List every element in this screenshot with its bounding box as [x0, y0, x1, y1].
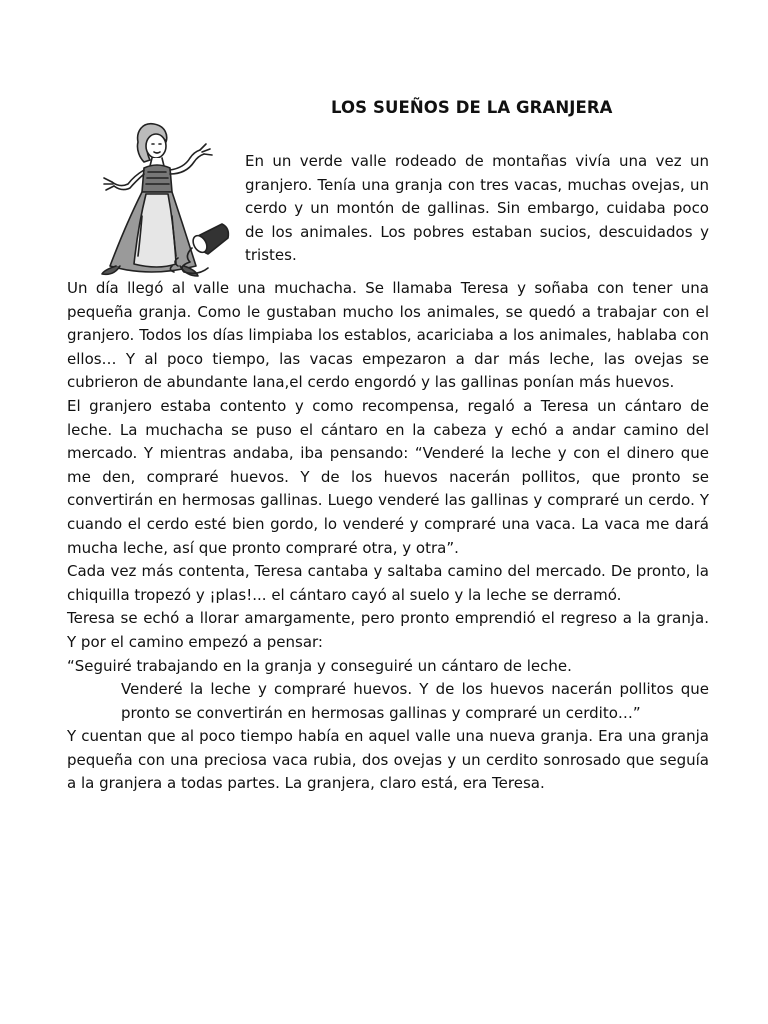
paragraph-4: Teresa se echó a llorar amargamente, pero pronto emprendió el regreso a la granja. Y por el camino empezó a pensar:	[67, 609, 709, 651]
paragraph-7: Y cuentan que al poco tiempo había en aquel valle una nueva granja. Era una granja pequeña con una preciosa vaca rubia, dos ovejas y un cerdito sonrosado que seguía a la granjera a todas partes. La granjera, claro está, era Teresa.	[67, 727, 709, 793]
milkmaid-illustration	[80, 116, 240, 286]
intro-text: En un verde valle rodeado de montañas vivía una vez un granjero. Tenía una granja con tres vacas, muchas ovejas, un cerdo y un montón de gallinas. Sin embargo, cuidaba poco de los animales. Los pobres estaban sucios, descuidados y tristes.	[245, 152, 709, 265]
paragraph-5: “Seguiré trabajando en la granja y conseguiré un cántaro de leche.	[67, 656, 572, 675]
paragraph-6: Venderé la leche y compraré huevos. Y de los huevos nacerán pollitos que pronto se convertirán en hermosas gallinas y compraré un cerdito…”	[121, 680, 709, 722]
story-title: LOS SUEÑOS DE LA GRANJERA	[331, 98, 613, 117]
story-body	[67, 277, 709, 796]
paragraph-3: Cada vez más contenta, Teresa cantaba y saltaba camino del mercado. De pronto, la chiquilla tropezó y ¡plas!... el cántaro cayó al suelo y la leche se derramó.	[67, 562, 709, 604]
paragraph-1: Un día llegó al valle una muchacha. Se llamaba Teresa y soñaba con tener una pequeña granja. Como le gustaban mucho los animales, se quedó a trabajar con el granjero. Todos los días limpiaba los establos, acariciaba a los animales, hablaba con ellos… Y al poco tiempo, las vacas empezaron a dar más leche, las ovejas se cubrieron de abundante lana,el cerdo engordó y las gallinas ponían más huevos.	[67, 279, 709, 392]
paragraph-2: El granjero estaba contento y como recompensa, regaló a Teresa un cántaro de leche. La muchacha se puso el cántaro en la cabeza y echó a andar camino del mercado. Y mientras andaba, iba pensando: “Venderé la leche y con el dinero que me den, compraré huevos. Y de los huevos nacerán pollitos, que pronto se convertirán en hermosas gallinas. Luego venderé las gallinas y compraré un cerdo. Y cuando el cerdo esté bien gordo, lo venderé y compraré una vaca. La vaca me dará mucha leche, así que pronto compraré otra, y otra”.	[67, 396, 709, 557]
intro-paragraph	[245, 150, 709, 268]
